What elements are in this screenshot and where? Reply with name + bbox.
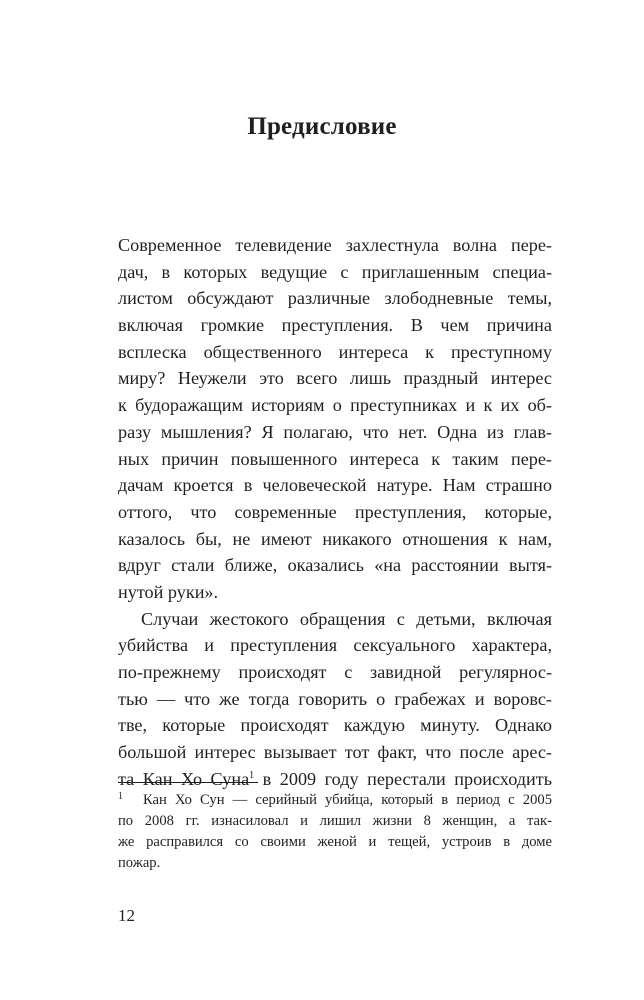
text-line: оттого, что современные преступления, которые, — [118, 501, 552, 522]
footnote-marker: 1 — [118, 791, 123, 802]
paragraph — [118, 232, 552, 606]
text-line: дач, в которых ведущие с приглашенным специа- — [118, 261, 552, 282]
text-fragment: в 2009 году перестали происходить — [254, 768, 552, 789]
text-line: разу мышления? Я полагаю, что нет. Одна из глав- — [118, 421, 552, 442]
page-number: 12 — [118, 906, 135, 925]
text-line — [118, 766, 552, 793]
text-line: ных причин повышенного интереса к таким пере- — [118, 448, 552, 469]
text-line: вдруг стали ближе, оказались «на расстоянии вытя- — [118, 555, 552, 576]
footnote-divider — [118, 782, 258, 783]
chapter-heading: Предисловие — [247, 113, 397, 140]
paragraph — [118, 606, 552, 793]
footnote-line: по 2008 гг. изнасиловал и лишил жизни 8 женщин, а так- — [118, 813, 552, 829]
text-line: листом обсуждают различные злободневные темы, — [118, 288, 552, 309]
text-line: казалось бы, не имеют никакого отношения к нам, — [118, 528, 552, 549]
text-line: дачам кроется в человеческой натуре. Нам страшно — [118, 475, 552, 496]
footnote-line: Кан Хо Сун — серийный убийца, который в период с 2005 — [143, 792, 552, 808]
footnote-line: же расправился со своими женой и тещей, устроив в доме — [118, 834, 552, 850]
text-line: нутой руки». — [118, 581, 219, 602]
text-line: к будоражащим историям о преступниках и к их об- — [118, 395, 552, 416]
text-line: Современное телевидение захлестнула волна пере- — [118, 235, 552, 255]
text-line: тью — что же тогда говорить о грабежах и воровс- — [118, 688, 552, 709]
footnote-line: пожар. — [118, 855, 161, 871]
text-line: включая громкие преступления. В чем причина — [118, 315, 552, 336]
footnote-reference[interactable]: 1 — [249, 769, 255, 781]
text-line: большой интерес вызывает тот факт, что после арес- — [118, 742, 552, 763]
text-line: убийства и преступления сексуального характера, — [118, 635, 552, 656]
text-fragment: та Кан Хо Суна — [118, 768, 250, 789]
body-text — [118, 232, 552, 792]
text-line: тве, которые происходят каждую минуту. Однако — [118, 715, 552, 736]
text-line: миру? Неужели это всего лишь праздный интерес — [118, 368, 552, 389]
text-line: по-прежнему происходят с завидной регулярнос- — [118, 662, 552, 682]
footnote — [118, 790, 552, 874]
text-line: всплеска общественного интереса к преступному — [118, 341, 552, 362]
text-line: Случаи жестокого обращения с детьми, включая — [141, 608, 552, 629]
